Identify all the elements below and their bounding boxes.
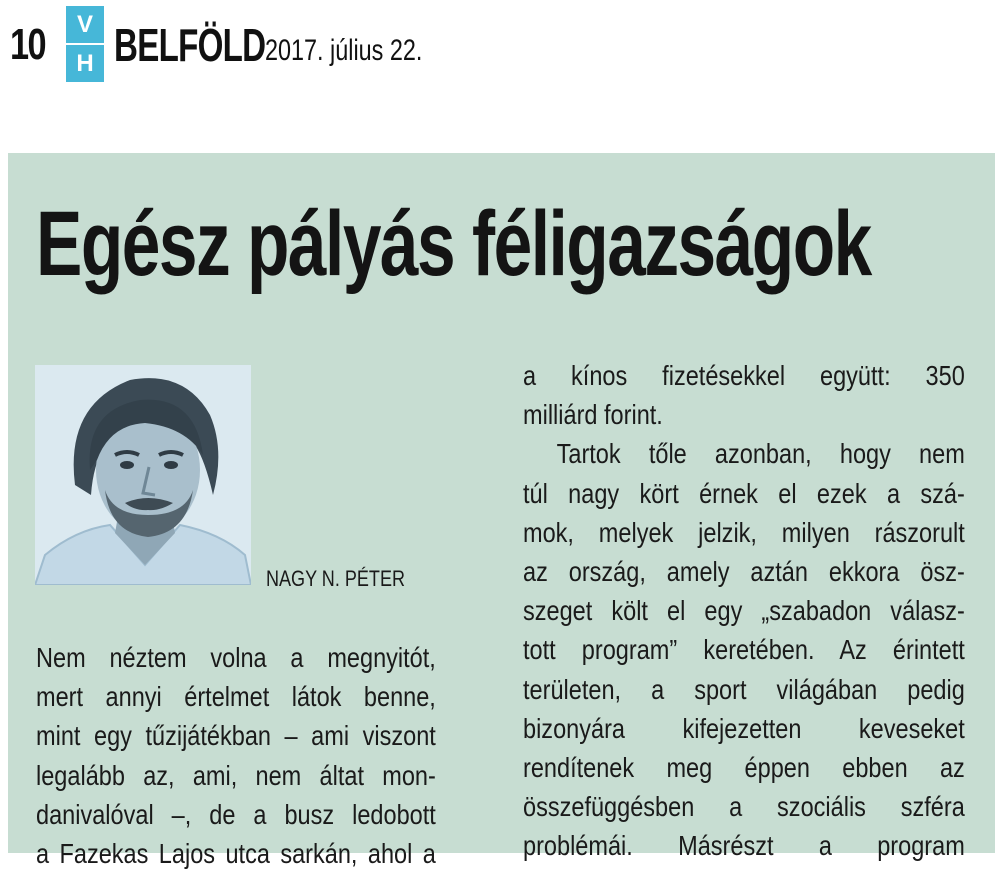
text-line: bizonyára kifejezetten keveseket bbox=[523, 712, 965, 744]
author-byline: NAGY N. PÉTER bbox=[266, 566, 406, 591]
text-line: szeget költ el egy „szabadon válasz- bbox=[523, 595, 965, 627]
article-column-left bbox=[36, 638, 436, 873]
author-portrait-illustration bbox=[35, 365, 251, 585]
article-headline: Egész pályás féligazságok bbox=[36, 193, 871, 295]
vh-logo bbox=[66, 6, 104, 82]
text-line: mert annyi értelmet látok benne, bbox=[36, 681, 436, 713]
text-line: rendítenek meg éppen ebben az bbox=[523, 752, 965, 784]
article-column-right bbox=[523, 356, 965, 866]
text-line: területen, a sport világában pedig bbox=[523, 673, 965, 705]
text-line: mint egy tűzijátékban – ami viszont bbox=[36, 720, 436, 752]
text-line: milliárd forint. bbox=[523, 399, 663, 431]
text-line: a Fazekas Lajos utca sarkán, ahol a bbox=[36, 838, 436, 870]
text-line: összefüggésben a szociális szféra bbox=[523, 791, 965, 823]
issue-date: 2017. július 22. bbox=[265, 34, 423, 67]
text-line: Nem néztem volna a megnyitót, bbox=[36, 642, 436, 673]
masthead bbox=[10, 0, 990, 90]
text-line: legalább az, ami, nem áltat mon- bbox=[36, 759, 436, 791]
text-line: az ország, amely aztán ekkora ösz- bbox=[523, 556, 965, 588]
section-title: BELFÖLD bbox=[114, 19, 266, 71]
text-line: Tartok tőle azonban, hogy nem bbox=[556, 438, 965, 470]
text-line: a kínos fizetésekkel együtt: 350 bbox=[523, 360, 965, 391]
text-line: túl nagy kört érnek el ezek a szá- bbox=[523, 477, 965, 509]
page-number: 10 bbox=[10, 20, 46, 69]
text-line: tott program” keretében. Az érintett bbox=[523, 634, 965, 666]
text-line: problémái. Másrészt a program bbox=[523, 830, 965, 862]
logo-letter-h: H bbox=[66, 45, 104, 82]
text-line: danivalóval –, de a busz ledobott bbox=[36, 798, 436, 830]
logo-letter-v: V bbox=[66, 6, 104, 43]
text-line: mok, melyek jelzik, milyen rászorult bbox=[523, 516, 965, 548]
author-photo bbox=[35, 365, 251, 585]
